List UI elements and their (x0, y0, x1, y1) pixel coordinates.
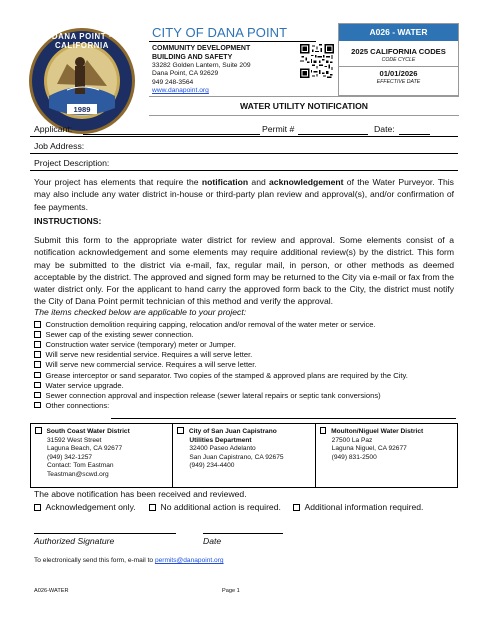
instructions-text: Submit this form to the appropriate water district for review and approval. Some elements consist of a notification acknowledgement and some elements may require additional review(s) by the district. This form may be submitted to the district via e-mail, fax, regular mail, in person, or other methods as deemed acceptable by the district. The approved and signed form may be returned to the City via e-mail or fax from the water district only. For the applicant to hand carry the approved form back to the City, the district must notify the City of Dana Point permit technician of this method and verify the approval. (34, 235, 454, 307)
city-divider (149, 41, 316, 42)
checklist-checkbox[interactable] (34, 361, 41, 368)
seal-lettering (27, 26, 137, 136)
checklist-item-label: Will serve new commercial service. Requires a will serve letter. (45, 360, 257, 370)
header-info (152, 25, 287, 40)
checklist-checkbox[interactable] (34, 392, 41, 399)
effective-date-label: EFFECTIVE DATE (376, 79, 421, 85)
code-edition: 2025 CALIFORNIA CODES (351, 47, 446, 56)
code-divider (339, 66, 458, 67)
effective-date: 01/01/2026 (379, 69, 418, 78)
form-title: WATER UTILITY NOTIFICATION (240, 101, 368, 111)
checklist-checkbox[interactable] (34, 321, 41, 328)
ack-option-2[interactable]: No additional action is required. (149, 502, 281, 512)
footer-page: Page 1 (222, 588, 240, 594)
district-checkbox[interactable] (320, 427, 327, 434)
address-line-2: Dana Point, CA 92629 (152, 70, 219, 78)
date-label: Date: (374, 124, 395, 134)
checklist-item-label: Sewer cap of the existing sewer connection. (45, 330, 194, 340)
email-instructions: To electronically send this form, e-mail to permits@danapoint.org (34, 557, 224, 564)
applicant-rule (30, 136, 458, 137)
project-description-label: Project Description: (34, 158, 110, 168)
ack-checkbox[interactable] (149, 504, 156, 511)
checklist-item[interactable] (34, 330, 194, 340)
seal-year: 1989 (73, 105, 91, 114)
signature-field[interactable] (34, 533, 176, 534)
email-link[interactable]: permits@danapoint.org (154, 557, 224, 564)
checklist-item[interactable] (34, 340, 236, 350)
dept-community: COMMUNITY DEVELOPMENT (152, 45, 251, 52)
footer-code: A026-WATER (34, 588, 69, 594)
job-address-label: Job Address: (34, 141, 85, 151)
checklist-item-label: Construction water service (temporary) meter or Jumper. (45, 340, 236, 350)
applicant-label: Applicant: (34, 124, 73, 134)
district-checkbox[interactable] (177, 427, 184, 434)
signature-date-field[interactable] (203, 533, 283, 534)
checklist-item[interactable] (34, 320, 376, 330)
dept-block (152, 45, 251, 94)
permit-label: Permit # (262, 124, 295, 134)
form-code: A026 - WATER (339, 24, 458, 41)
districts-table (30, 423, 458, 488)
intro-paragraph: Your project has elements that require the notification and acknowledgement of the Water Purveyor. This may also include any water district in-house or third-party plan review and approval(s), and/or confirmation of fee payments. (34, 177, 454, 212)
other-connections-field[interactable] (111, 418, 456, 419)
district-san-juan: City of San Juan Capistrano Utilities Department 32400 Paseo Adelanto San Juan Capistrano, CA 92675 (949) 234-4400 (172, 424, 314, 487)
checklist-item-label: Sewer connection approval and inspection release (sewer lateral repairs or septic tank conversions) (45, 390, 381, 400)
dept-building: BUILDING AND SAFETY (152, 53, 233, 61)
applicant-field[interactable] (83, 134, 260, 135)
title-rule-top (149, 96, 459, 97)
checklist-checkbox[interactable] (34, 331, 41, 338)
checklist-item[interactable] (34, 350, 252, 360)
checklist-checkbox[interactable] (34, 382, 41, 389)
checklist-item-label: Water service upgrade. (45, 380, 124, 390)
phone: 949 248-3564 (152, 78, 194, 86)
checklist-item[interactable] (34, 381, 124, 391)
ack-option-3[interactable]: Additional information required. (293, 502, 423, 512)
district-moulton-niguel: Moulton/Niguel Water District 27500 La Paz Laguna Niguel, CA 92677 (949) 831-2500 (315, 424, 457, 487)
checklist-checkbox[interactable] (34, 402, 41, 409)
title-rule-bottom (149, 115, 459, 116)
checklist-checkbox[interactable] (34, 372, 41, 379)
code-box (338, 23, 459, 96)
instructions-label: INSTRUCTIONS: (34, 216, 102, 226)
checklist-item[interactable] (34, 371, 408, 381)
seal-title: DANA POINT · CALIFORNIA (51, 32, 113, 50)
ack-checkbox[interactable] (293, 504, 300, 511)
website-link[interactable]: www.danapoint.org (152, 87, 209, 95)
permit-field[interactable] (298, 134, 368, 135)
code-cycle-label: CODE CYCLE (381, 57, 416, 63)
checklist-item-label: Grease interceptor or sand separator. Two copies of the stamped & approved plans are required by the City. (45, 370, 408, 380)
signature-date-label: Date (203, 536, 222, 546)
district-south-coast: South Coast Water District 31592 West Street Laguna Beach, CA 92677 (949) 342-1257 Contact: Tom Eastman Teastman@scwd.org (31, 424, 172, 487)
ack-received: The above notification has been received and reviewed. (34, 489, 247, 499)
ack-checkbox[interactable] (34, 504, 41, 511)
district-checkbox[interactable] (35, 427, 42, 434)
signature-label: Authorized Signature (34, 536, 115, 546)
checklist-checkbox[interactable] (34, 341, 41, 348)
city-title: CITY OF DANA POINT (152, 25, 288, 40)
project-description-field[interactable] (30, 170, 458, 171)
checklist-item[interactable] (34, 360, 257, 370)
items-label: The items checked below are applicable to your project: (34, 307, 247, 317)
ack-option-1[interactable]: Acknowledgement only. (34, 502, 136, 512)
qr-code (300, 44, 334, 78)
checklist-item[interactable] (34, 391, 381, 401)
date-field[interactable] (399, 134, 430, 135)
checklist-checkbox[interactable] (34, 351, 41, 358)
checklist-item[interactable] (34, 401, 109, 411)
checklist-item-label: Construction demolition requiring capping, relocation and/or removal of the water meter or service. (45, 320, 376, 329)
checklist-item-label: Other connections: (45, 400, 110, 410)
job-address-field[interactable] (30, 153, 458, 154)
checklist-item-label: Will serve new residential service. Requires a will serve letter. (45, 350, 253, 360)
address-line-1: 33282 Golden Lantern, Suite 209 (152, 62, 251, 70)
